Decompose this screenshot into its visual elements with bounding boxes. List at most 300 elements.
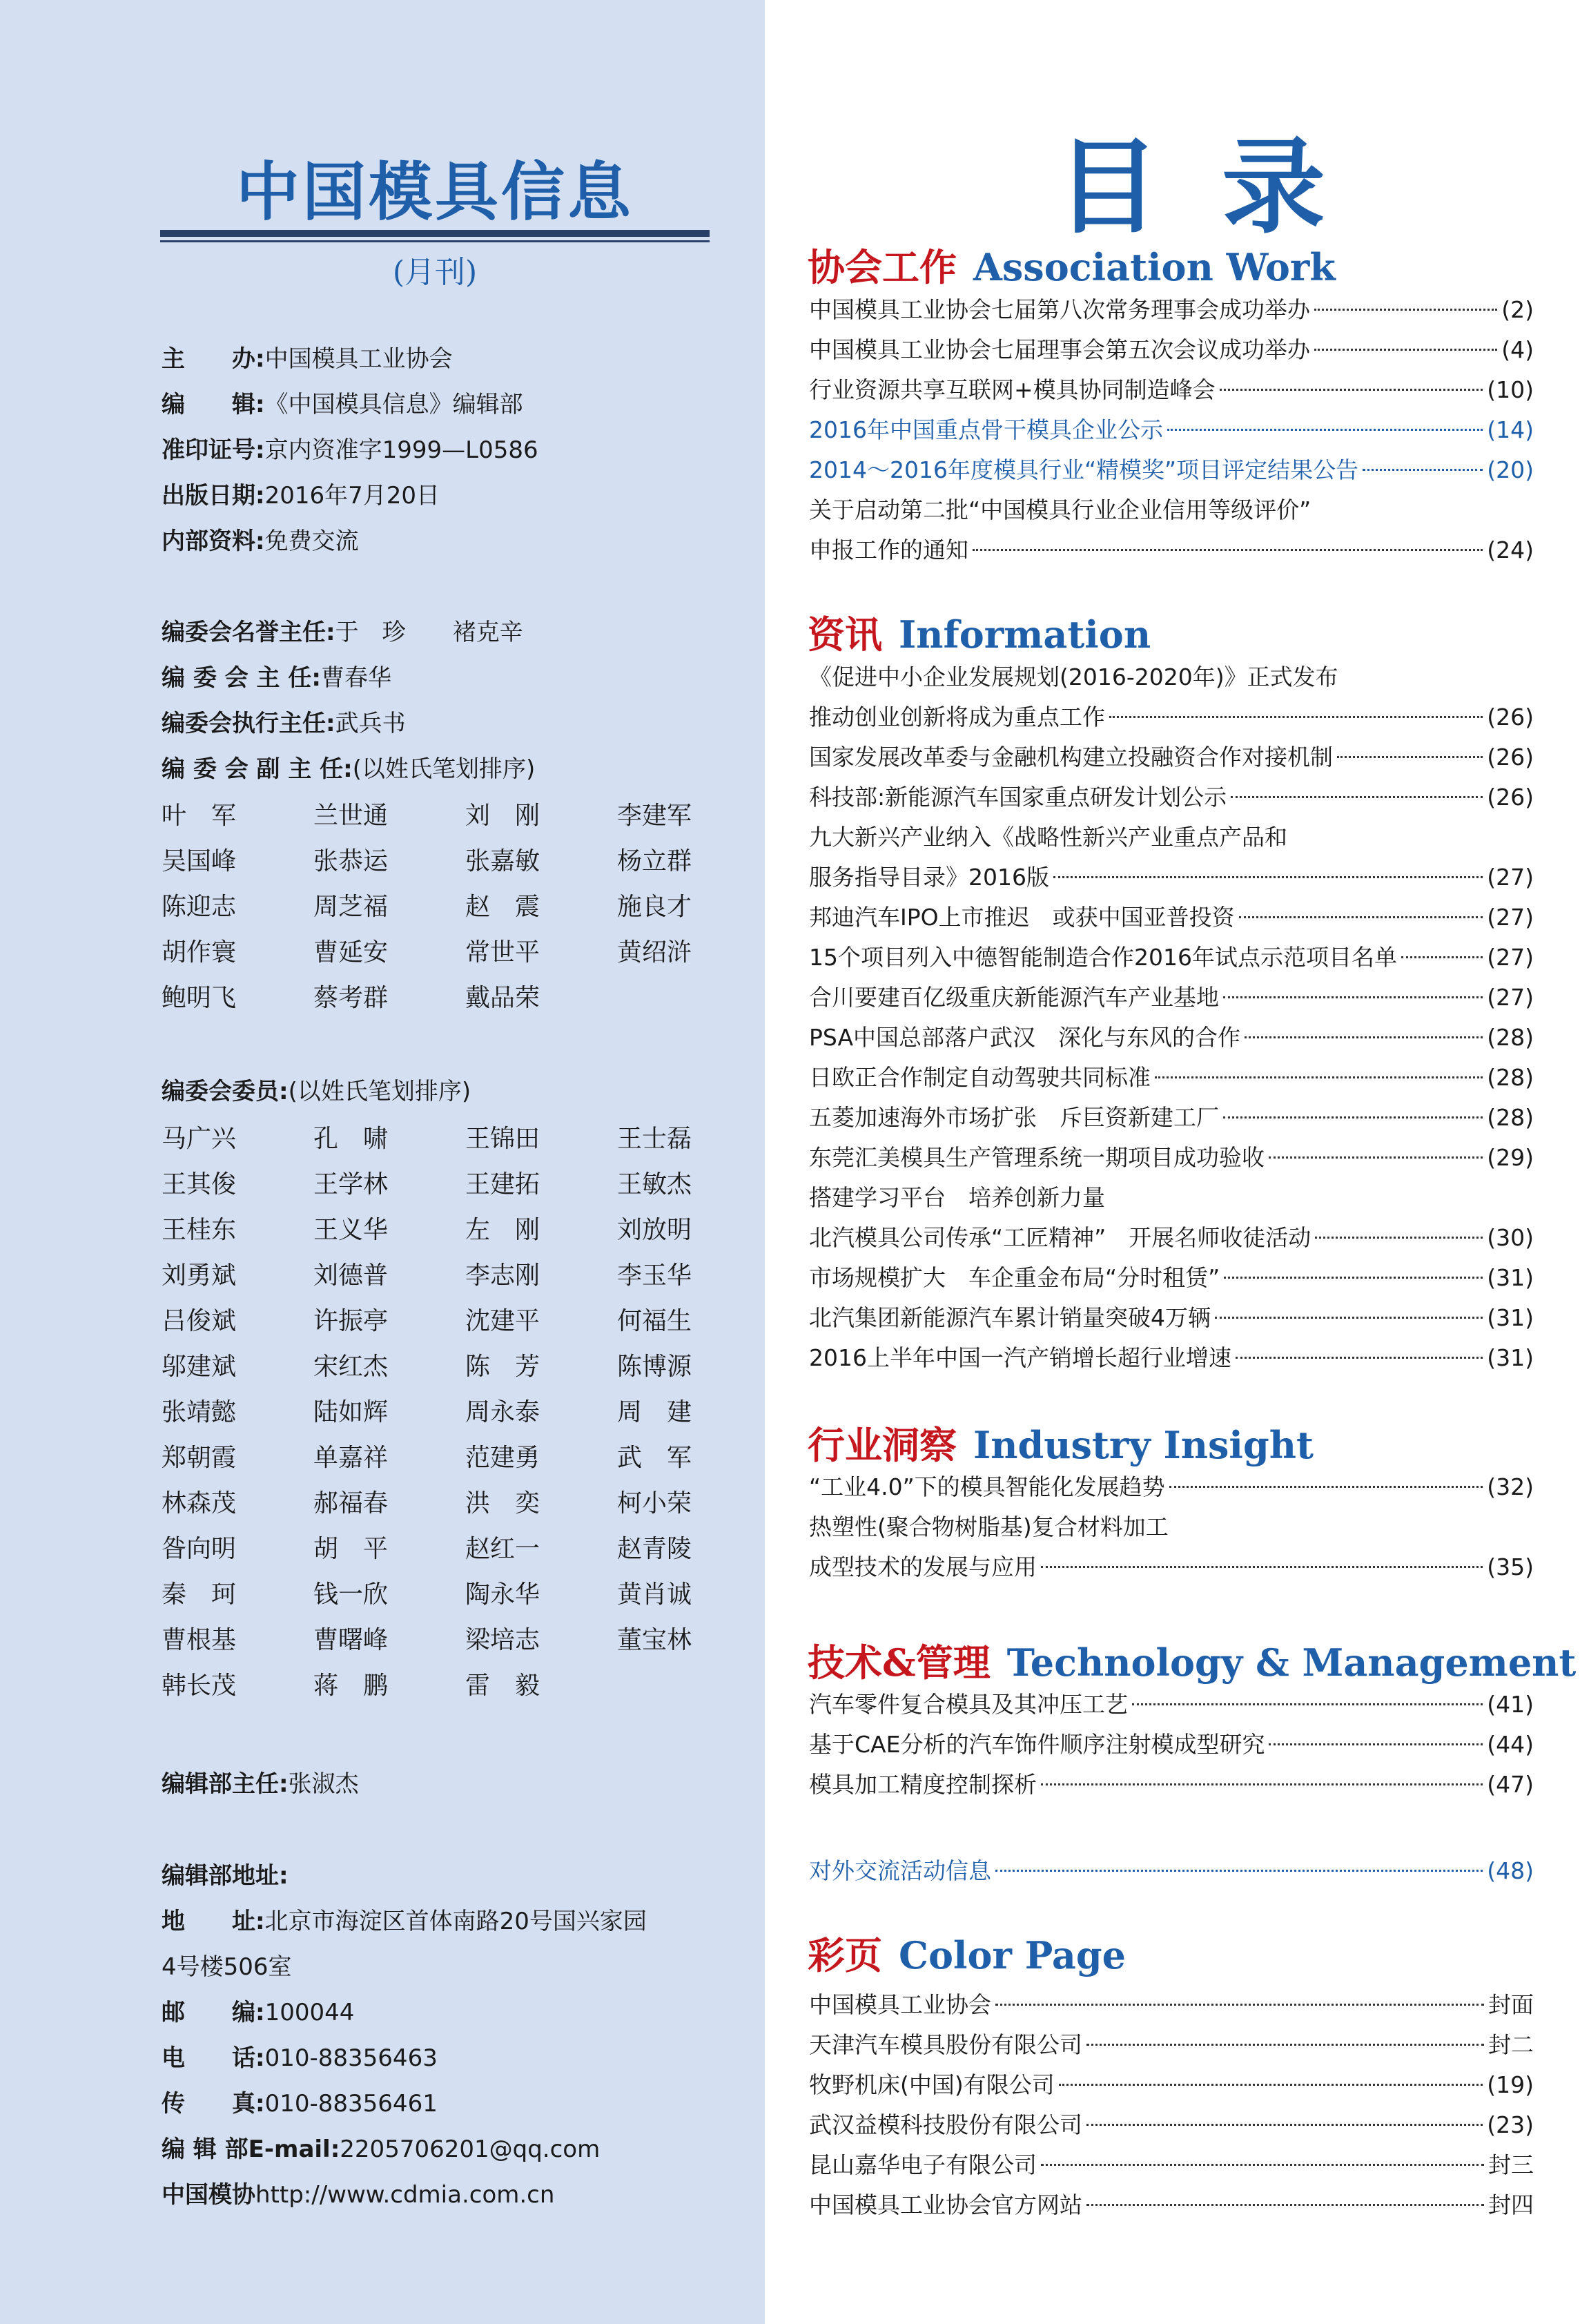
info-value: 100044 xyxy=(264,1999,355,2026)
dot-leader xyxy=(1167,429,1483,431)
info-value: 张淑杰 xyxy=(288,1770,359,1798)
committee-line xyxy=(162,610,523,655)
entry-title: 2016年中国重点骨干模具企业公示 xyxy=(809,416,1163,443)
toc-entry xyxy=(809,530,1534,570)
person-name: 孔 啸 xyxy=(313,1125,389,1153)
section-heading xyxy=(808,238,1336,291)
person-name: 董宝林 xyxy=(617,1626,692,1654)
page-number: (27) xyxy=(1487,944,1534,971)
toc-entry xyxy=(809,1018,1534,1058)
info-label: 编委会名誉主任: xyxy=(162,619,335,646)
person-name: 常世平 xyxy=(465,938,540,967)
dot-leader xyxy=(1224,1277,1483,1279)
toc-title: 目录 xyxy=(1056,126,1388,248)
toc-entry xyxy=(809,1218,1534,1258)
person-name: 秦 珂 xyxy=(162,1580,237,1609)
committee-line xyxy=(162,655,391,701)
person-name: 李志刚 xyxy=(465,1261,540,1290)
name-row xyxy=(162,1299,769,1344)
entry-title: “工业4.0”下的模具智能化发展趋势 xyxy=(809,1473,1165,1500)
dot-leader xyxy=(1220,389,1483,391)
page-number: (32) xyxy=(1487,1473,1534,1500)
person-name: 胡作寰 xyxy=(162,938,237,967)
name-row xyxy=(162,976,769,1021)
name-row xyxy=(162,1344,769,1390)
toc-entry xyxy=(809,1851,1534,1891)
person-name: 周芝福 xyxy=(313,893,389,921)
dot-leader xyxy=(1169,1486,1483,1488)
dot-leader xyxy=(1223,1116,1483,1119)
section-title-en: Information xyxy=(899,612,1151,657)
dot-leader xyxy=(995,2004,1484,2006)
person-name: 蒋 鹏 xyxy=(313,1672,389,1700)
contact-line xyxy=(162,2081,438,2127)
page-number: (28) xyxy=(1487,1064,1534,1091)
person-name: 武 军 xyxy=(617,1444,692,1472)
toc-entry xyxy=(809,858,1534,898)
person-name: 梁培志 xyxy=(465,1626,540,1654)
contact-line xyxy=(162,2127,600,2172)
entry-title: 汽车零件复合模具及其冲压工艺 xyxy=(809,1691,1128,1718)
toc-entry xyxy=(809,1258,1534,1298)
section-title-zh: 协会工作 xyxy=(808,245,957,289)
info-value: 010-88356461 xyxy=(264,2090,438,2118)
page-number: (26) xyxy=(1487,704,1534,730)
name-row xyxy=(162,1663,769,1709)
committee-line xyxy=(162,701,406,746)
toc-entry xyxy=(809,1547,1534,1587)
entry-title: 模具加工精度控制探析 xyxy=(809,1771,1037,1798)
person-name: 邬建斌 xyxy=(162,1353,237,1381)
entry-title: 服务指导目录》2016版 xyxy=(809,864,1049,891)
info-value: (以姓氏笔划排序) xyxy=(352,755,536,783)
section-heading xyxy=(808,606,1151,659)
person-name: 曹延安 xyxy=(313,938,389,967)
publication-line xyxy=(162,336,453,382)
info-label: 编 辑: xyxy=(162,391,265,418)
info-label: 编委会委员: xyxy=(162,1078,289,1105)
person-name: 胡 平 xyxy=(313,1535,389,1563)
name-row xyxy=(162,1253,769,1299)
person-name: 张嘉敏 xyxy=(465,847,540,875)
entry-title: PSA中国总部落户武汉 深化与东风的合作 xyxy=(809,1024,1241,1051)
section-list xyxy=(809,657,1534,1378)
person-name: 黄肖诚 xyxy=(617,1580,692,1609)
dot-leader xyxy=(1239,916,1483,918)
page-number: (26) xyxy=(1487,744,1534,771)
person-name: 陆如辉 xyxy=(313,1398,389,1426)
toc-entry xyxy=(809,1507,1534,1547)
page-number: (47) xyxy=(1487,1771,1534,1798)
info-value: 北京市海淀区首体南路20号国兴家园 xyxy=(264,1908,647,1935)
name-row xyxy=(162,1208,769,1253)
dot-leader xyxy=(1059,2084,1483,2086)
info-value: 曹春华 xyxy=(320,664,391,692)
dot-leader xyxy=(1086,2124,1483,2126)
entry-title: 推动创业创新将成为重点工作 xyxy=(809,704,1105,730)
section-list xyxy=(809,1985,1534,2225)
publication-line xyxy=(162,382,523,427)
page-number: (27) xyxy=(1487,904,1534,931)
person-name: 王敏杰 xyxy=(617,1170,692,1199)
section-list xyxy=(809,1685,1534,1805)
publication-line xyxy=(162,427,538,473)
person-name: 李建军 xyxy=(617,802,692,830)
person-name: 左 刚 xyxy=(465,1216,540,1244)
entry-title: 中国模具工业协会七届第八次常务理事会成功举办 xyxy=(809,296,1310,323)
section-heading xyxy=(808,1926,1126,1979)
entry-title: 国家发展改革委与金融机构建立投融资合作对接机制 xyxy=(809,744,1333,771)
page-number: (41) xyxy=(1487,1691,1534,1718)
entry-title: 2014～2016年度模具行业“精模奖”项目评定结果公告 xyxy=(809,456,1359,483)
person-name: 鲍明飞 xyxy=(162,984,237,1012)
person-name: 王其俊 xyxy=(162,1170,237,1199)
dot-leader xyxy=(1314,309,1497,311)
entry-title: 科技部:新能源汽车国家重点研发计划公示 xyxy=(809,784,1227,811)
person-name: 沈建平 xyxy=(465,1307,540,1335)
person-name: 周永泰 xyxy=(465,1398,540,1426)
page-number: (20) xyxy=(1487,456,1534,483)
name-row xyxy=(162,884,769,930)
entry-title: 东莞汇美模具生产管理系统一期项目成功验收 xyxy=(809,1144,1265,1171)
entry-title: 北汽集团新能源汽车累计销量突破4万辆 xyxy=(809,1304,1211,1331)
contact-line xyxy=(162,1944,292,1990)
info-label: 编辑部主任: xyxy=(162,1770,289,1798)
toc-entry xyxy=(809,450,1534,490)
info-value: 京内资准字1999—L0586 xyxy=(264,436,538,464)
toc-entry xyxy=(809,2025,1534,2065)
info-label: 地 址: xyxy=(162,1908,265,1935)
toc-entry xyxy=(809,938,1534,978)
info-label: 中国模协 xyxy=(162,2181,255,2209)
dot-leader xyxy=(1363,469,1483,471)
entry-title: 15个项目列入中德智能制造合作2016年试点示范项目名单 xyxy=(809,944,1397,971)
toc-entry xyxy=(809,330,1534,370)
dot-leader xyxy=(1223,996,1483,998)
contact-line xyxy=(162,1899,647,1944)
info-label: 出版日期: xyxy=(162,482,265,510)
person-name: 蔡考群 xyxy=(313,984,389,1012)
page-number: (24) xyxy=(1487,536,1534,563)
editorial-director xyxy=(162,1761,359,1807)
person-name: 柯小荣 xyxy=(617,1489,692,1518)
person-name: 王士磊 xyxy=(617,1125,692,1153)
person-name: 张靖懿 xyxy=(162,1398,237,1426)
name-row xyxy=(162,1435,769,1481)
dot-leader xyxy=(1041,1566,1483,1568)
dot-leader xyxy=(1401,956,1483,958)
entry-title: 基于CAE分析的汽车饰件顺序注射模成型研究 xyxy=(809,1731,1265,1758)
section-title-zh: 行业洞察 xyxy=(808,1423,957,1467)
toc-entry xyxy=(809,697,1534,737)
info-value: 《中国模具信息》编辑部 xyxy=(264,391,523,418)
toc-entry xyxy=(809,1138,1534,1178)
person-name: 何福生 xyxy=(617,1307,692,1335)
person-name: 杨立群 xyxy=(617,847,692,875)
entry-title: 天津汽车模具股份有限公司 xyxy=(809,2031,1082,2058)
toc-entry xyxy=(809,1467,1534,1507)
entry-title: 行业资源共享互联网+模具协同制造峰会 xyxy=(809,376,1216,403)
person-name: 陈博源 xyxy=(617,1353,692,1381)
info-label: 编 委 会 主 任: xyxy=(162,664,321,692)
entry-title: 中国模具工业协会官方网站 xyxy=(809,2191,1082,2218)
section-list xyxy=(809,1467,1534,1587)
address-heading xyxy=(162,1853,289,1899)
person-name: 王桂东 xyxy=(162,1216,237,1244)
entry-title: 申报工作的通知 xyxy=(809,536,968,563)
person-name: 范建勇 xyxy=(465,1444,540,1472)
dot-leader xyxy=(1315,1237,1483,1239)
contact-line xyxy=(162,2035,438,2081)
info-label: 内部资料: xyxy=(162,527,265,555)
dot-leader xyxy=(973,549,1483,551)
info-value: 武兵书 xyxy=(335,710,406,737)
toc-entry xyxy=(809,777,1534,817)
person-name: 叶 军 xyxy=(162,802,237,830)
page-number: (31) xyxy=(1487,1344,1534,1371)
person-name: 王锦田 xyxy=(465,1125,540,1153)
entry-title: 成型技术的发展与应用 xyxy=(809,1553,1037,1580)
toc-entry xyxy=(809,1985,1534,2025)
section-title-en: Industry Insight xyxy=(973,1423,1314,1467)
page-number: (4) xyxy=(1501,336,1534,363)
page-number: (27) xyxy=(1487,864,1534,891)
person-name: 刘勇斌 xyxy=(162,1261,237,1290)
toc-entry xyxy=(809,290,1534,330)
page-number: (30) xyxy=(1487,1224,1534,1251)
entry-title: 对外交流活动信息 xyxy=(809,1857,991,1884)
page-number: 封三 xyxy=(1488,2151,1534,2178)
person-name: 曹根基 xyxy=(162,1626,237,1654)
page-number: 封四 xyxy=(1488,2191,1534,2218)
name-row xyxy=(162,1162,769,1208)
person-name: 陈迎志 xyxy=(162,893,237,921)
person-name: 曹曙峰 xyxy=(313,1626,389,1654)
contact-line xyxy=(162,2172,554,2218)
entry-title: 热塑性(聚合物树脂基)复合材料加工 xyxy=(809,1513,1169,1540)
entry-title: 日欧正合作制定自动驾驶共同标准 xyxy=(809,1064,1151,1091)
entry-title: 邦迪汽车IPO上市推迟 或获中国亚普投资 xyxy=(809,904,1235,931)
page-number: 封二 xyxy=(1488,2031,1534,2058)
info-value: 中国模具工业协会 xyxy=(264,345,453,373)
members-grid xyxy=(162,1116,769,1709)
title-rule-thin xyxy=(160,240,710,242)
publication-line xyxy=(162,519,359,564)
person-name: 许振亭 xyxy=(313,1307,389,1335)
entry-title: 《促进中小企业发展规划(2016-2020年)》正式发布 xyxy=(809,664,1338,690)
person-name: 戴品荣 xyxy=(465,984,540,1012)
entry-title: 昆山嘉华电子有限公司 xyxy=(809,2151,1037,2178)
section-title-en: Color Page xyxy=(899,1933,1127,1977)
person-name: 李玉华 xyxy=(617,1261,692,1290)
info-label: 编 委 会 副 主 任: xyxy=(162,755,353,783)
person-name: 陶永华 xyxy=(465,1580,540,1609)
toc-entry xyxy=(809,1298,1534,1338)
info-value: 2205706201@qq.com xyxy=(340,2136,601,2163)
entry-title: 2016上半年中国一汽产销增长超行业增速 xyxy=(809,1344,1231,1371)
info-value: 4号楼506室 xyxy=(162,1953,292,1981)
section-heading xyxy=(808,1416,1314,1469)
toc-entry xyxy=(809,1765,1534,1805)
name-row xyxy=(162,839,769,884)
section-list xyxy=(809,290,1534,570)
section-heading xyxy=(808,1634,1576,1687)
name-row xyxy=(162,1527,769,1572)
person-name: 王建拓 xyxy=(465,1170,540,1199)
toc-entry xyxy=(809,978,1534,1018)
name-row xyxy=(162,1390,769,1435)
page-number: (27) xyxy=(1487,984,1534,1011)
entry-title: 北汽模具公司传承“工匠精神” 开展名师收徒活动 xyxy=(809,1224,1311,1251)
person-name xyxy=(617,976,769,1021)
person-name: 宋红杰 xyxy=(313,1353,389,1381)
toc-entry xyxy=(809,2185,1534,2225)
page-number: (10) xyxy=(1487,376,1534,403)
page-number: (31) xyxy=(1487,1304,1534,1331)
toc-entry xyxy=(809,1338,1534,1378)
info-value: (以姓氏笔划排序) xyxy=(288,1078,471,1105)
page-number: (35) xyxy=(1487,1553,1534,1580)
entry-title: 中国模具工业协会七届理事会第五次会议成功举办 xyxy=(809,336,1310,363)
info-label: 编辑部地址: xyxy=(162,1862,289,1890)
page-number: 封面 xyxy=(1488,1991,1534,2018)
info-value: 2016年7月20日 xyxy=(264,482,440,510)
dot-leader xyxy=(1109,716,1483,718)
magazine-title: 中国模具信息 xyxy=(235,155,634,229)
section-title-en: Technology & Management xyxy=(1006,1640,1577,1685)
page-number: (19) xyxy=(1487,2071,1534,2098)
person-name: 钱一欣 xyxy=(313,1580,389,1609)
section-title-zh: 资讯 xyxy=(808,612,882,657)
section-title-zh: 技术&管理 xyxy=(808,1640,991,1685)
dot-leader xyxy=(1337,756,1483,758)
toc-entry xyxy=(809,737,1534,777)
dot-leader xyxy=(1053,876,1483,878)
entry-title: 市场规模扩大 车企重金布局“分时租赁” xyxy=(809,1264,1220,1291)
person-name: 洪 奕 xyxy=(465,1489,540,1518)
dot-leader xyxy=(1086,2204,1484,2206)
dot-leader xyxy=(1215,1317,1483,1319)
dot-leader xyxy=(1269,1743,1483,1745)
info-label: 编 辑 部E-mail: xyxy=(162,2136,340,2163)
person-name: 赵 震 xyxy=(465,893,540,921)
person-name: 林森茂 xyxy=(162,1489,237,1518)
person-name: 赵红一 xyxy=(465,1535,540,1563)
person-name: 刘德普 xyxy=(313,1261,389,1290)
members-heading xyxy=(162,1069,471,1114)
entry-title: 牧野机床(中国)有限公司 xyxy=(809,2071,1055,2098)
entry-title: 中国模具工业协会 xyxy=(809,1991,991,2018)
dot-leader xyxy=(1245,1036,1483,1038)
contact-line xyxy=(162,1990,354,2035)
toc-entry xyxy=(809,898,1534,938)
person-name: 雷 毅 xyxy=(465,1672,540,1700)
info-label: 主 办: xyxy=(162,345,265,373)
name-row xyxy=(162,1618,769,1663)
section-list xyxy=(809,1851,1534,1891)
info-label: 邮 编: xyxy=(162,1999,265,2026)
toc-entry xyxy=(809,817,1534,858)
page-number: (14) xyxy=(1487,416,1534,443)
info-label: 电 话: xyxy=(162,2044,265,2072)
info-value: 010-88356463 xyxy=(264,2044,438,2072)
person-name: 施良才 xyxy=(617,893,692,921)
name-row xyxy=(162,1481,769,1527)
section-title-en: Association Work xyxy=(973,245,1336,289)
page-number: (28) xyxy=(1487,1104,1534,1131)
person-name: 张恭运 xyxy=(313,847,389,875)
person-name: 吕俊斌 xyxy=(162,1307,237,1335)
person-name: 刘放明 xyxy=(617,1216,692,1244)
person-name: 周 建 xyxy=(617,1398,692,1426)
toc-entry xyxy=(809,1725,1534,1765)
publication-line xyxy=(162,473,440,519)
toc-entry xyxy=(809,410,1534,450)
toc-entry xyxy=(809,1178,1534,1218)
info-value: 于 珍 褚克辛 xyxy=(335,619,523,646)
person-name: 黄绍浒 xyxy=(617,938,692,967)
toc-entry xyxy=(809,2145,1534,2185)
entry-title: 九大新兴产业纳入《战略性新兴产业重点产品和 xyxy=(809,824,1287,851)
page-number: (23) xyxy=(1487,2111,1534,2138)
dot-leader xyxy=(1086,2044,1484,2046)
dot-leader xyxy=(1041,2164,1484,2166)
person-name xyxy=(617,1663,769,1709)
entry-title: 搭建学习平台 培养创新力量 xyxy=(809,1184,1105,1211)
person-name: 马广兴 xyxy=(162,1125,237,1153)
info-value: http://www.cdmia.com.cn xyxy=(255,2181,555,2209)
dot-leader xyxy=(1236,1357,1483,1359)
person-name: 兰世通 xyxy=(313,802,389,830)
dot-leader xyxy=(1231,796,1483,798)
person-name: 刘 刚 xyxy=(465,802,540,830)
dot-leader xyxy=(1269,1156,1483,1159)
person-name: 赵青陵 xyxy=(617,1535,692,1563)
dot-leader xyxy=(1132,1703,1483,1705)
toc-entry xyxy=(809,490,1534,530)
info-label: 编委会执行主任: xyxy=(162,710,335,737)
committee-line xyxy=(162,746,535,792)
entry-title: 关于启动第二批“中国模具行业企业信用等级评价” xyxy=(809,496,1311,523)
toc-entry xyxy=(809,1098,1534,1138)
person-name: 王学林 xyxy=(313,1170,389,1199)
section-title-zh: 彩页 xyxy=(808,1933,882,1977)
magazine-frequency: (月刊) xyxy=(392,255,478,290)
dot-leader xyxy=(995,1870,1483,1872)
page-number: (48) xyxy=(1487,1857,1534,1884)
page-number: (44) xyxy=(1487,1731,1534,1758)
entry-title: 武汉益模科技股份有限公司 xyxy=(809,2111,1082,2138)
entry-title: 合川要建百亿级重庆新能源汽车产业基地 xyxy=(809,984,1219,1011)
person-name: 韩长茂 xyxy=(162,1672,237,1700)
toc-entry xyxy=(809,1058,1534,1098)
toc-entry xyxy=(809,1685,1534,1725)
toc-entry xyxy=(809,657,1534,697)
dot-leader xyxy=(1155,1076,1483,1078)
dot-leader xyxy=(1041,1783,1483,1785)
toc-entry xyxy=(809,2065,1534,2105)
title-rule xyxy=(160,230,710,237)
toc-entry xyxy=(809,370,1534,410)
name-row xyxy=(162,1572,769,1618)
info-value: 免费交流 xyxy=(264,527,359,555)
info-label: 准印证号: xyxy=(162,436,265,464)
toc-entry xyxy=(809,2105,1534,2145)
person-name: 陈 芳 xyxy=(465,1353,540,1381)
person-name: 单嘉祥 xyxy=(313,1444,389,1472)
person-name: 昝向明 xyxy=(162,1535,237,1563)
name-row xyxy=(162,793,769,839)
